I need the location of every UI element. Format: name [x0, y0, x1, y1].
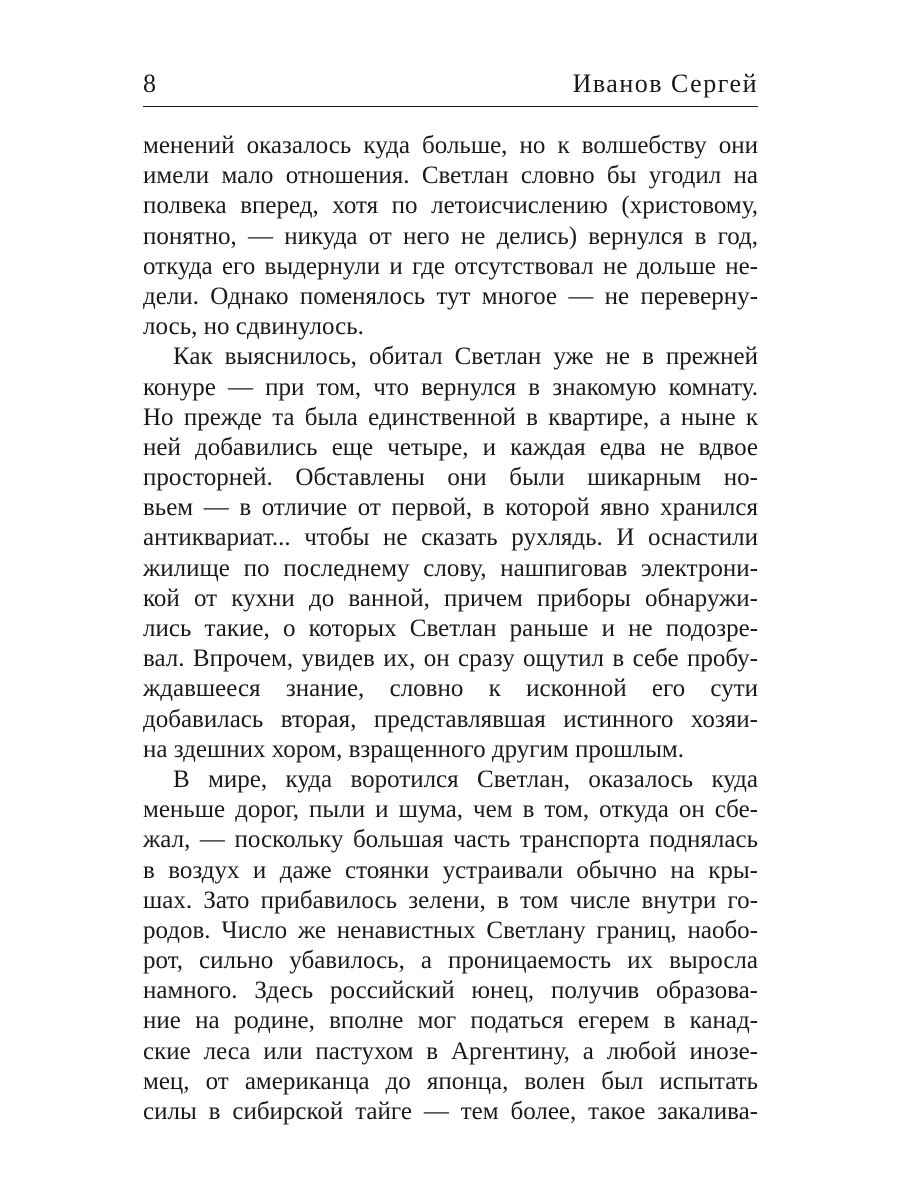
text-line: полвека вперед, хотя по летоисчислению (христовому,	[143, 192, 758, 220]
text-line: родов. Число же ненавистных Светлану границ, наобо-	[143, 916, 758, 944]
page-header	[143, 66, 758, 106]
body-text	[143, 131, 758, 1127]
text-line: ские леса или пастухом в Аргентину, а любой инозе-	[143, 1037, 758, 1065]
text-line: кой от кухни до ванной, причем приборы обнаружи-	[143, 584, 758, 612]
text-line: Как выяснилось, обитал Светлан уже не в прежней	[173, 343, 758, 371]
text-line: В мире, куда воротился Светлан, оказалось куда	[173, 765, 758, 793]
text-line: добавилась вторая, представлявшая истинного хозяи-	[143, 705, 758, 733]
text-line: Но прежде та была единственной в квартире, а ныне к	[143, 403, 758, 431]
text-line: жилище по последнему слову, нашпиговав электрони-	[143, 554, 758, 582]
text-line: ние на родине, вполне мог податься егерем в канад-	[143, 1007, 758, 1035]
text-line: вал. Впрочем, увидев их, он сразу ощутил в себе пробу-	[143, 645, 758, 673]
text-line: дели. Однако поменялось тут многое — не переверну-	[143, 282, 758, 310]
text-line: просторней. Обставлены они были шикарным но-	[143, 464, 758, 492]
text-line: меньше дорог, пыли и шума, чем в том, откуда он сбе-	[143, 796, 758, 824]
text-line: намного. Здесь российский юнец, получив образова-	[143, 977, 758, 1005]
text-line: ждавшееся знание, словно к исконной его сути	[143, 675, 758, 703]
text-line: ней добавились еще четыре, и каждая едва не вдвое	[143, 433, 758, 461]
paragraph	[143, 342, 758, 765]
text-line: мец, от американца до японца, волен был испытать	[143, 1067, 758, 1095]
text-line: на здешних хором, взращенного другим прошлым.	[143, 735, 684, 763]
text-line: жал, — поскольку большая часть транспорта поднялась	[143, 826, 758, 854]
text-line: в воздух и даже стоянки устраивали обычно на кры-	[143, 856, 758, 884]
text-line: шах. Зато прибавилось зелени, в том числе внутри го-	[143, 886, 758, 914]
text-line: откуда его выдернули и где отсутствовал не дольше не-	[143, 252, 758, 280]
text-line: менений оказалось куда больше, но к волшебству они	[143, 132, 758, 159]
header-rule	[143, 106, 758, 107]
paragraph	[143, 131, 758, 342]
text-line: конуре — при том, что вернулся в знакомую комнату.	[143, 373, 758, 401]
text-line: имели мало отношения. Светлан словно бы угодил на	[143, 162, 758, 190]
text-line: силы в сибирской тайге — тем более, такое закалива-	[143, 1098, 758, 1125]
text-line: лось, но сдвинулось.	[143, 313, 364, 341]
paragraph	[143, 765, 758, 1127]
text-line: лись такие, о которых Светлан раньше и не подозре-	[143, 615, 758, 642]
text-line: антиквариат... чтобы не сказать рухлядь. И оснастили	[143, 524, 758, 552]
text-line: рот, сильно убавилось, а проницаемость их выросла	[143, 947, 758, 975]
page-number: 8	[143, 69, 156, 98]
running-head-author: Иванов Сергей	[572, 69, 758, 98]
text-line: вьем — в отличие от первой, в которой явно хранился	[143, 494, 758, 522]
text-line: понятно, — никуда от него не делись) вернулся в год,	[143, 222, 758, 250]
